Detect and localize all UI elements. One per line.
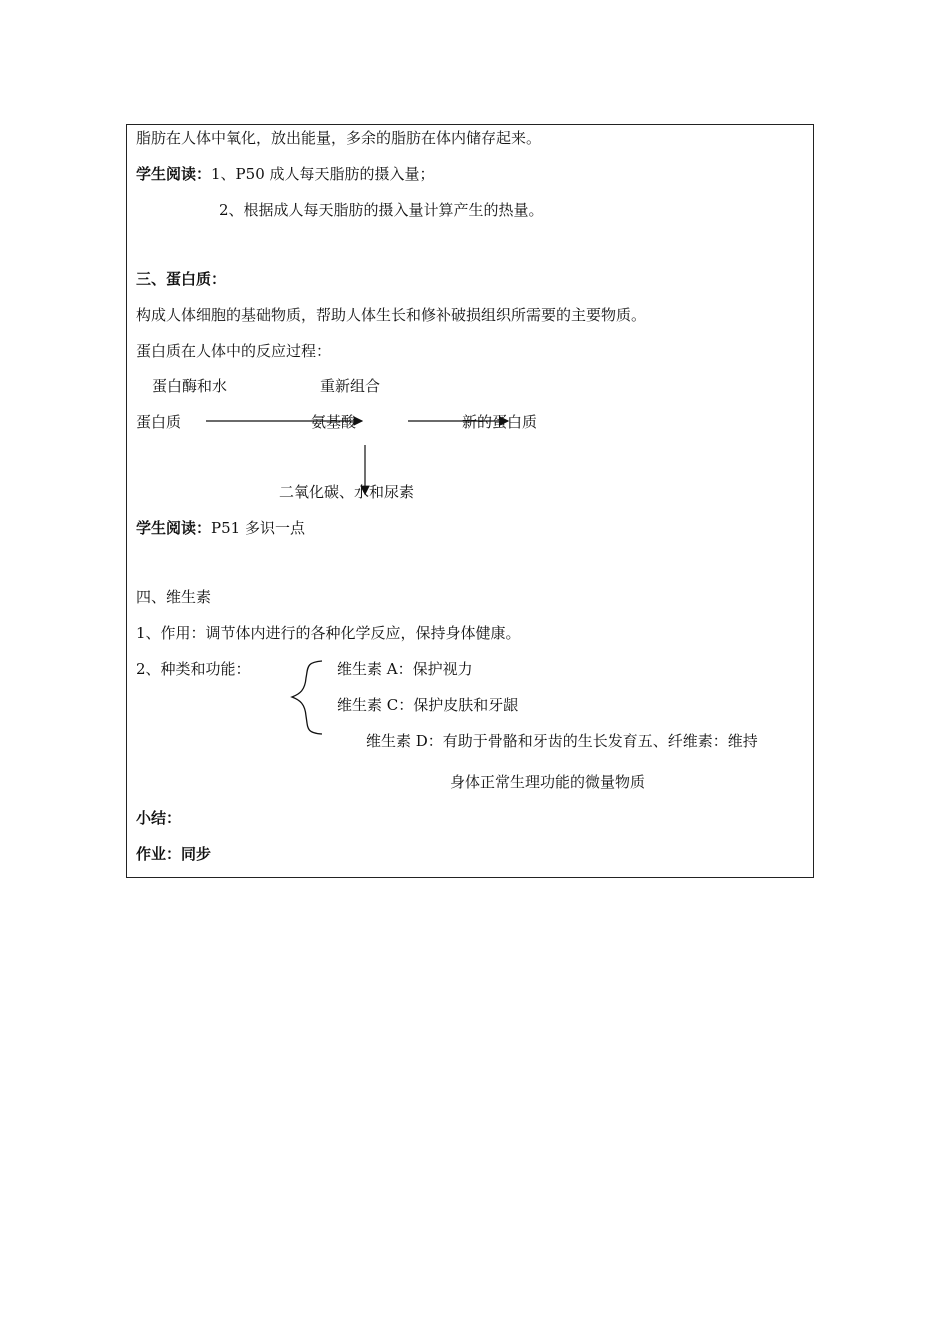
flow-node-products: 二氧化碳、水和尿素	[279, 483, 415, 501]
reading-item-2: 2、根据成人每天脂肪的摄入量计算产生的热量。	[219, 201, 544, 219]
homework-label: 作业：同步	[136, 845, 212, 863]
flow-node-protein: 蛋白质	[136, 413, 182, 431]
reading-item-1: 1、P50 成人每天脂肪的摄入量；	[211, 165, 435, 183]
summary-label: 小结：	[136, 809, 182, 827]
flow-node-new-protein: 新的蛋白质	[462, 413, 538, 431]
vitamin-function: 1、作用：调节体内进行的各种化学反应，保持身体健康。	[136, 624, 521, 642]
vitamin-c-item: 维生素 C：保护皮肤和牙龈	[337, 696, 519, 714]
student-reading-1	[136, 165, 435, 183]
flow-node-amino-acid: 氨基酸	[311, 413, 357, 431]
flow-label-recombine: 重新组合	[320, 377, 381, 395]
student-reading-label: 学生阅读：	[136, 165, 212, 183]
protein-definition: 构成人体细胞的基础物质，帮助人体生长和修补破损组织所需要的主要物质。	[136, 306, 647, 324]
fat-oxidation-text: 脂肪在人体中氧化，放出能量，多余的脂肪在体内储存起来。	[136, 129, 542, 147]
flow-label-enzyme: 蛋白酶和水	[152, 377, 228, 395]
protein-heading: 三、蛋白质：	[136, 270, 227, 288]
vitamin-types-label: 2、种类和功能：	[136, 660, 251, 678]
vitamin-d-item-continued: 身体正常生理功能的微量物质	[450, 773, 646, 791]
vitamin-d-item: 维生素 D：有助于骨骼和牙齿的生长发育五、纤维素：维持	[366, 732, 758, 750]
student-reading-label: 学生阅读：	[136, 519, 212, 537]
content-table-cell	[126, 124, 814, 878]
vitamin-heading: 四、维生素	[136, 588, 212, 606]
student-reading-2	[136, 519, 305, 537]
protein-process-title: 蛋白质在人体中的反应过程：	[136, 342, 332, 360]
vitamin-a-item: 维生素 A：保护视力	[337, 660, 473, 678]
reading-text: P51 多识一点	[211, 519, 305, 537]
